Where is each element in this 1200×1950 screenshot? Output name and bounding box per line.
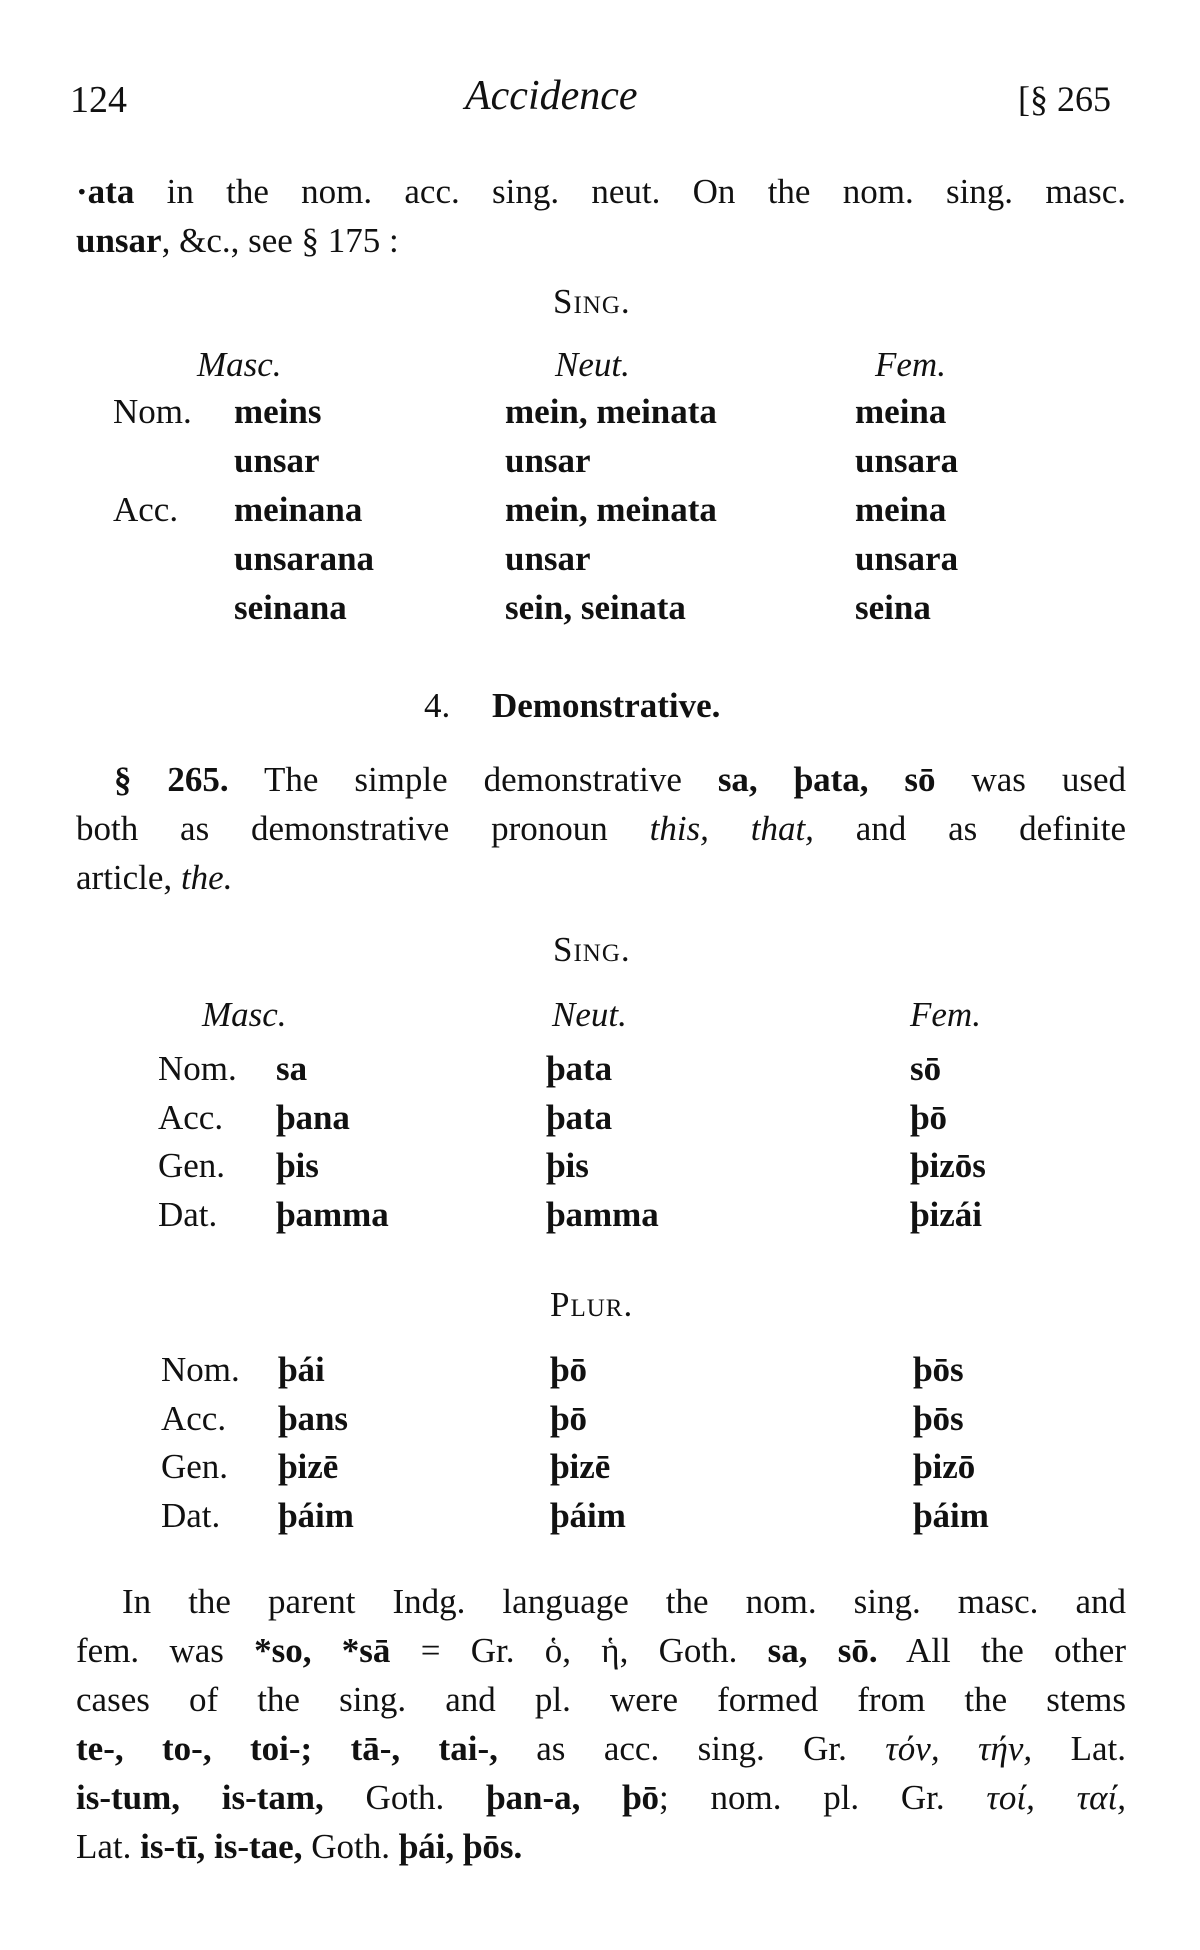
bold-text: is-tum, is-tam, <box>76 1778 324 1817</box>
form-neut: þáim <box>550 1495 626 1535</box>
form-fem: seina <box>855 588 931 627</box>
italic-text: this, that, <box>649 809 814 848</box>
text-line <box>76 172 1126 212</box>
italic-text: the. <box>180 858 233 897</box>
form-fem: þōs <box>913 1350 964 1389</box>
form-neut: unsar <box>505 539 591 578</box>
form-neut: þis <box>546 1146 589 1185</box>
bold-text: is-tī, is-tae, <box>140 1827 303 1866</box>
case-label: Acc. <box>161 1398 227 1438</box>
italic-text: τοί, ταί, <box>986 1778 1126 1817</box>
text: as acc. sing. Gr. <box>497 1729 886 1768</box>
text: cases of the sing. and pl. were formed from the stems <box>76 1680 1126 1719</box>
form-masc: seinana <box>234 588 347 627</box>
form-neut: þō <box>550 1350 587 1389</box>
col-header-masc: Masc. <box>197 345 282 384</box>
text: was used <box>935 760 1126 799</box>
form-masc: unsar <box>234 441 320 480</box>
case-label: Gen. <box>158 1146 226 1185</box>
form-fem: þō <box>910 1097 947 1137</box>
text-line <box>76 1680 1126 1720</box>
form-neut: þamma <box>546 1194 659 1234</box>
form-masc: þans <box>278 1398 349 1438</box>
case-label: Dat. <box>158 1194 218 1234</box>
col-header-neut: Neut. <box>555 345 630 384</box>
text: Lat. <box>1032 1729 1126 1768</box>
running-title: Accidence <box>465 73 638 119</box>
text: In the parent Indg. language the nom. sing. masc. and <box>122 1582 1126 1621</box>
form-masc: meins <box>234 392 322 431</box>
form-masc: þamma <box>276 1194 389 1234</box>
text: Goth. <box>302 1827 399 1866</box>
text-line <box>76 1729 1126 1769</box>
text-line <box>76 858 1126 898</box>
col-header-fem: Fem. <box>875 345 946 384</box>
form-neut: sein, seinata <box>505 588 686 627</box>
form-neut: þō <box>550 1398 587 1438</box>
text-line <box>122 1582 1126 1622</box>
form-neut: þizē <box>550 1447 611 1486</box>
form-neut: þata <box>546 1097 613 1137</box>
case-label: Nom. <box>161 1350 240 1389</box>
italic-text: τόν, τήν, <box>885 1729 1033 1768</box>
bold-text: sa, þata, sō <box>717 760 936 799</box>
table-caption: Sing. <box>553 282 631 321</box>
form-masc: unsarana <box>234 539 375 578</box>
text: = Gr. ὁ, ἡ, Goth. <box>390 1631 768 1670</box>
bold-text: sa, sō. <box>767 1631 878 1670</box>
form-fem: meina <box>855 392 947 431</box>
form-fem: unsara <box>855 539 959 578</box>
bold-text: þan-a, þō <box>486 1778 660 1817</box>
bold-text: þái, þōs. <box>398 1827 523 1866</box>
form-neut: þata <box>546 1049 613 1088</box>
text: ; nom. pl. Gr. <box>659 1778 987 1817</box>
case-label: Nom. <box>158 1049 237 1088</box>
form-masc: meinana <box>234 490 363 529</box>
text: both as demonstrative pronoun <box>76 809 650 848</box>
text: The simple demonstrative <box>228 760 718 799</box>
bold-text: § 265. <box>114 760 229 799</box>
form-fem: unsara <box>855 441 959 480</box>
text-line <box>76 1778 1126 1818</box>
heading-title: Demonstrative. <box>492 686 721 725</box>
form-fem: þōs <box>913 1398 964 1438</box>
bold-text: te-, to-, toi-; tā-, tai-, <box>76 1729 498 1768</box>
bold-text: unsar <box>76 221 162 260</box>
col-header-fem: Fem. <box>910 995 981 1034</box>
text-line <box>114 760 1126 800</box>
form-fem: sō <box>910 1049 942 1088</box>
col-header-masc: Masc. <box>202 995 287 1034</box>
text: Lat. <box>76 1827 141 1866</box>
case-label: Acc. <box>113 490 179 529</box>
form-masc: þáim <box>278 1495 354 1535</box>
form-masc: þana <box>276 1097 350 1137</box>
form-masc: þái <box>278 1350 325 1389</box>
form-masc: þis <box>276 1146 319 1185</box>
case-label: Dat. <box>161 1495 221 1535</box>
bold-text: *so, *sā <box>254 1631 391 1670</box>
text: article, <box>76 858 181 897</box>
table-caption: Sing. <box>553 930 631 969</box>
form-masc: þizē <box>278 1447 339 1486</box>
text: , &c., see § 175 : <box>161 221 399 260</box>
text: in the nom. acc. sing. neut. On the nom. sing. masc. <box>134 172 1126 211</box>
text: All the other <box>877 1631 1126 1670</box>
form-neut: mein, meinata <box>505 490 717 529</box>
form-fem: þizōs <box>910 1146 986 1185</box>
form-fem: þizō <box>913 1447 976 1486</box>
page-number: 124 <box>70 79 127 121</box>
section-ref: [§ 265 <box>1018 79 1111 119</box>
case-label: Gen. <box>161 1447 229 1486</box>
form-neut: mein, meinata <box>505 392 717 431</box>
form-fem: þizái <box>910 1194 982 1234</box>
text-line <box>76 221 1126 261</box>
heading-number: 4. <box>424 686 451 725</box>
table-caption: Plur. <box>550 1285 634 1324</box>
text: Goth. <box>323 1778 487 1817</box>
text: and as definite <box>813 809 1126 848</box>
form-masc: sa <box>276 1049 308 1088</box>
case-label: Acc. <box>158 1097 224 1137</box>
text-line <box>76 1827 1126 1867</box>
text-line <box>76 809 1126 849</box>
form-fem: þáim <box>913 1495 989 1535</box>
case-label: Nom. <box>113 392 192 431</box>
form-neut: unsar <box>505 441 591 480</box>
text: fem. was <box>76 1631 255 1670</box>
text-line <box>76 1631 1126 1671</box>
bold-text: ·ata <box>76 172 135 211</box>
form-fem: meina <box>855 490 947 529</box>
col-header-neut: Neut. <box>552 995 627 1034</box>
